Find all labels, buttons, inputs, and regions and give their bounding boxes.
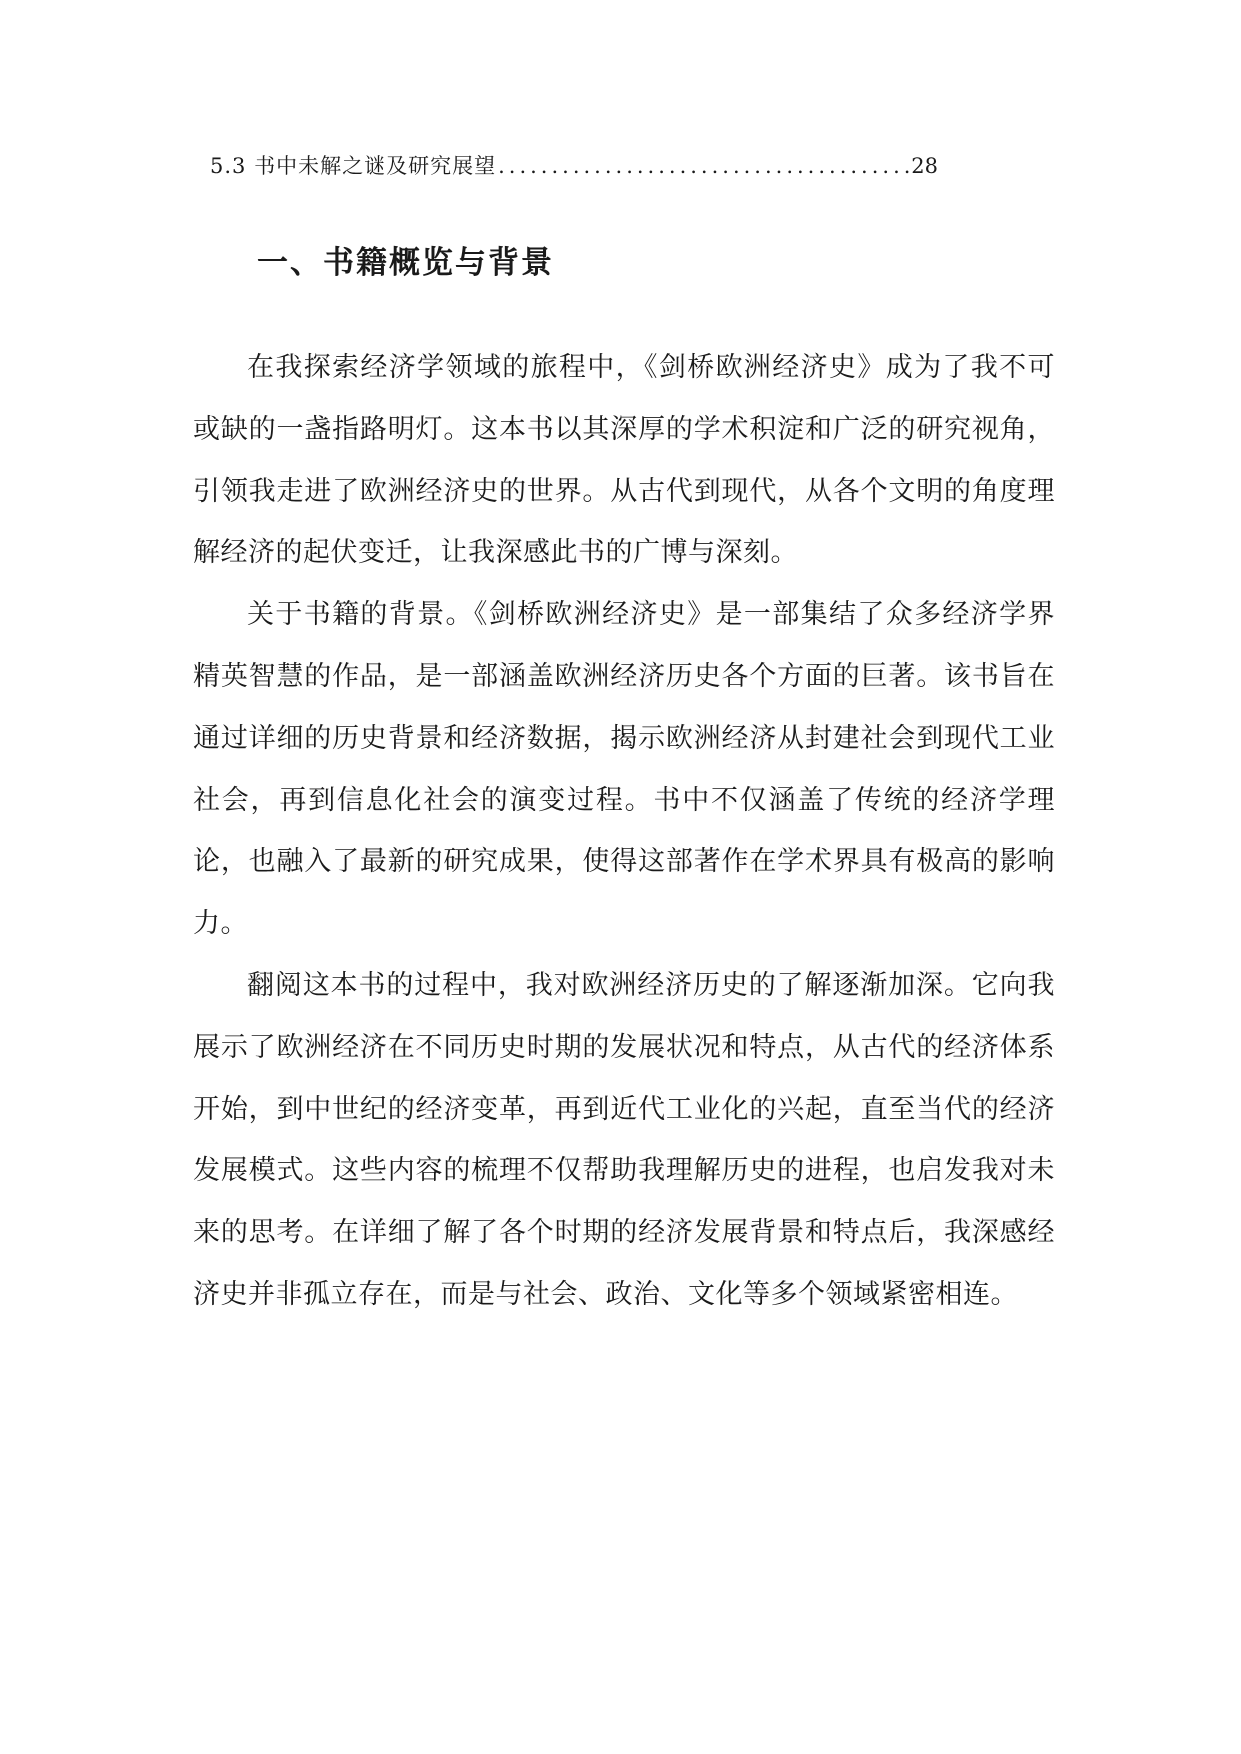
toc-page-number: 28 <box>911 154 938 178</box>
paragraph-2: 关于书籍的背景。《剑桥欧洲经济史》是一部集结了众多经济学界精英智慧的作品，是一部涵盖欧洲经济历史各个方面的巨著。该书旨在通过详细的历史背景和经济数据，揭示欧洲经济从封建社会到现代工业社会，再到信息化社会的演变过程。书中不仅涵盖了传统的经济学理论，也融入了最新的研究成果，使得这部著作在学术界具有极高的影响力。 <box>193 599 1055 940</box>
toc-entry-number: 5.3 <box>210 154 247 178</box>
body-text <box>193 337 1055 1326</box>
paragraph-3: 翻阅这本书的过程中，我对欧洲经济历史的了解逐渐加深。它向我展示了欧洲经济在不同历史时期的发展状况和特点，从古代的经济体系开始，到中世纪的经济变革，再到近代工业化的兴起，直至当代的经济发展模式。这些内容的梳理不仅帮助我理解历史的进程，也启发我对未来的思考。在详细了解了各个时期的经济发展背景和特点后，我深感经济史并非孤立存在，而是与社会、政治、文化等多个领域紧密相连。 <box>193 969 1055 1310</box>
section-heading: 一、书籍概览与背景 <box>257 245 554 281</box>
toc-entry-title: 书中未解之谜及研究展望 <box>254 154 497 178</box>
paragraph-1: 在我探索经济学领域的旅程中，《剑桥欧洲经济史》成为了我不可或缺的一盏指路明灯。这本书以其深厚的学术积淀和广泛的研究视角，引领我走进了欧洲经济史的世界。从古代到现代，从各个文明的角度理解经济的起伏变迁，让我深感此书的广博与深刻。 <box>193 352 1055 569</box>
toc-leader-dots <box>498 154 909 178</box>
toc-entry <box>210 150 938 180</box>
